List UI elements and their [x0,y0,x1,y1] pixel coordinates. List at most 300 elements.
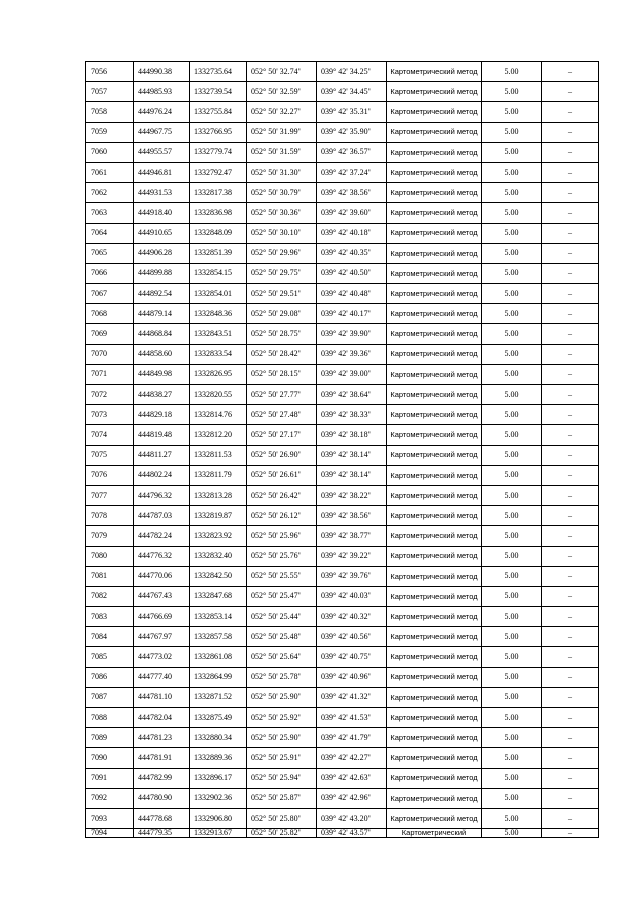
x-coordinate-cell: 444773.02 [134,647,190,667]
point-number-cell: 7091 [86,768,134,788]
longitude-cell: 039° 42' 40.35" [317,243,387,263]
accuracy-cell: 5.00 [482,667,542,687]
table-row [86,62,599,82]
table-row [86,607,599,627]
accuracy-cell: 5.00 [482,708,542,728]
longitude-cell: 039° 42' 38.77" [317,526,387,546]
latitude-cell: 052° 50' 27.17" [247,425,317,445]
method-cell: Картометрический метод [387,162,482,182]
method-cell: Картометрический метод [387,304,482,324]
method-cell: Картометрический метод [387,385,482,405]
note-cell: – [542,385,599,405]
note-cell: – [542,243,599,263]
accuracy-cell: 5.00 [482,405,542,425]
table-body [86,62,599,838]
note-cell: – [542,546,599,566]
y-coordinate-cell: 1332871.52 [190,687,247,707]
accuracy-cell: 5.00 [482,344,542,364]
table-row [86,526,599,546]
longitude-cell: 039° 42' 41.53" [317,708,387,728]
longitude-cell: 039° 42' 39.36" [317,344,387,364]
x-coordinate-cell: 444899.88 [134,263,190,283]
table-row [86,808,599,828]
y-coordinate-cell: 1332820.55 [190,385,247,405]
point-number-cell: 7071 [86,364,134,384]
note-cell: – [542,102,599,122]
longitude-cell: 039° 42' 39.00" [317,364,387,384]
method-cell: Картометрический метод [387,263,482,283]
longitude-cell: 039° 42' 39.76" [317,566,387,586]
latitude-cell: 052° 50' 25.92" [247,708,317,728]
latitude-cell: 052° 50' 25.90" [247,687,317,707]
y-coordinate-cell: 1332735.64 [190,62,247,82]
x-coordinate-cell: 444879.14 [134,304,190,324]
table-row [86,667,599,687]
y-coordinate-cell: 1332811.79 [190,465,247,485]
x-coordinate-cell: 444780.90 [134,788,190,808]
y-coordinate-cell: 1332792.47 [190,162,247,182]
table-row [86,405,599,425]
x-coordinate-cell: 444802.24 [134,465,190,485]
method-cell: Картометрический метод [387,445,482,465]
note-cell: – [542,203,599,223]
accuracy-cell: 5.00 [482,465,542,485]
latitude-cell: 052° 50' 31.30" [247,162,317,182]
latitude-cell: 052° 50' 25.47" [247,586,317,606]
y-coordinate-cell: 1332861.08 [190,647,247,667]
accuracy-cell: 5.00 [482,385,542,405]
accuracy-cell: 5.00 [482,223,542,243]
longitude-cell: 039° 42' 41.79" [317,728,387,748]
point-number-cell: 7089 [86,728,134,748]
y-coordinate-cell: 1332811.53 [190,445,247,465]
accuracy-cell: 5.00 [482,203,542,223]
latitude-cell: 052° 50' 31.99" [247,122,317,142]
table-row [86,485,599,505]
note-cell: – [542,263,599,283]
accuracy-cell: 5.00 [482,485,542,505]
point-number-cell: 7075 [86,445,134,465]
point-number-cell: 7086 [86,667,134,687]
x-coordinate-cell: 444776.32 [134,546,190,566]
accuracy-cell: 5.00 [482,506,542,526]
accuracy-cell: 5.00 [482,728,542,748]
method-cell: Картометрический метод [387,425,482,445]
y-coordinate-cell: 1332906.80 [190,808,247,828]
accuracy-cell: 5.00 [482,808,542,828]
table-row [86,506,599,526]
longitude-cell: 039° 42' 38.14" [317,465,387,485]
y-coordinate-cell: 1332836.98 [190,203,247,223]
x-coordinate-cell: 444868.84 [134,324,190,344]
latitude-cell: 052° 50' 25.80" [247,808,317,828]
table-row [86,324,599,344]
latitude-cell: 052° 50' 25.94" [247,768,317,788]
y-coordinate-cell: 1332864.99 [190,667,247,687]
method-cell: Картометрический метод [387,122,482,142]
method-cell: Картометрический метод [387,102,482,122]
latitude-cell: 052° 50' 27.48" [247,405,317,425]
x-coordinate-cell: 444778.68 [134,808,190,828]
latitude-cell: 052° 50' 25.48" [247,627,317,647]
method-cell: Картометрический метод [387,586,482,606]
method-cell: Картометрический [387,829,482,838]
accuracy-cell: 5.00 [482,607,542,627]
point-number-cell: 7083 [86,607,134,627]
point-number-cell: 7093 [86,808,134,828]
point-number-cell: 7079 [86,526,134,546]
x-coordinate-cell: 444918.40 [134,203,190,223]
point-number-cell: 7062 [86,183,134,203]
point-number-cell: 7074 [86,425,134,445]
longitude-cell: 039° 42' 40.56" [317,627,387,647]
x-coordinate-cell: 444770.06 [134,566,190,586]
accuracy-cell: 5.00 [482,304,542,324]
x-coordinate-cell: 444767.43 [134,586,190,606]
y-coordinate-cell: 1332854.15 [190,263,247,283]
accuracy-cell: 5.00 [482,445,542,465]
x-coordinate-cell: 444967.75 [134,122,190,142]
x-coordinate-cell: 444892.54 [134,284,190,304]
table-row [86,102,599,122]
y-coordinate-cell: 1332847.68 [190,586,247,606]
y-coordinate-cell: 1332812.20 [190,425,247,445]
table-row [86,284,599,304]
table-row [86,304,599,324]
y-coordinate-cell: 1332913.67 [190,829,247,838]
longitude-cell: 039° 42' 38.56" [317,183,387,203]
note-cell: – [542,183,599,203]
method-cell: Картометрический метод [387,223,482,243]
note-cell: – [542,627,599,647]
method-cell: Картометрический метод [387,284,482,304]
table-row [86,768,599,788]
table-row [86,647,599,667]
accuracy-cell: 5.00 [482,768,542,788]
note-cell: – [542,647,599,667]
point-number-cell: 7072 [86,385,134,405]
y-coordinate-cell: 1332779.74 [190,142,247,162]
latitude-cell: 052° 50' 30.36" [247,203,317,223]
note-cell: – [542,708,599,728]
y-coordinate-cell: 1332766.95 [190,122,247,142]
y-coordinate-cell: 1332854.01 [190,284,247,304]
point-number-cell: 7066 [86,263,134,283]
table-row [86,364,599,384]
accuracy-cell: 5.00 [482,284,542,304]
y-coordinate-cell: 1332823.92 [190,526,247,546]
latitude-cell: 052° 50' 32.59" [247,82,317,102]
x-coordinate-cell: 444782.04 [134,708,190,728]
method-cell: Картометрический метод [387,687,482,707]
y-coordinate-cell: 1332813.28 [190,485,247,505]
longitude-cell: 039° 42' 40.03" [317,586,387,606]
point-number-cell: 7076 [86,465,134,485]
point-number-cell: 7077 [86,485,134,505]
point-number-cell: 7088 [86,708,134,728]
table-row [86,183,599,203]
y-coordinate-cell: 1332739.54 [190,82,247,102]
table-row [86,465,599,485]
method-cell: Картометрический метод [387,566,482,586]
point-number-cell: 7057 [86,82,134,102]
point-number-cell: 7058 [86,102,134,122]
accuracy-cell: 5.00 [482,627,542,647]
latitude-cell: 052° 50' 29.96" [247,243,317,263]
method-cell: Картометрический метод [387,728,482,748]
accuracy-cell: 5.00 [482,122,542,142]
method-cell: Картометрический метод [387,647,482,667]
point-number-cell: 7060 [86,142,134,162]
latitude-cell: 052° 50' 26.42" [247,485,317,505]
coordinates-table [85,61,599,838]
table-row [86,263,599,283]
note-cell: – [542,808,599,828]
y-coordinate-cell: 1332814.76 [190,405,247,425]
longitude-cell: 039° 42' 38.14" [317,445,387,465]
longitude-cell: 039° 42' 39.60" [317,203,387,223]
x-coordinate-cell: 444858.60 [134,344,190,364]
x-coordinate-cell: 444946.81 [134,162,190,182]
y-coordinate-cell: 1332853.14 [190,607,247,627]
method-cell: Картометрический метод [387,405,482,425]
latitude-cell: 052° 50' 25.91" [247,748,317,768]
note-cell: – [542,667,599,687]
note-cell: – [542,445,599,465]
x-coordinate-cell: 444781.23 [134,728,190,748]
note-cell: – [542,304,599,324]
y-coordinate-cell: 1332902.36 [190,788,247,808]
x-coordinate-cell: 444931.53 [134,183,190,203]
x-coordinate-cell: 444796.32 [134,485,190,505]
longitude-cell: 039° 42' 38.33" [317,405,387,425]
latitude-cell: 052° 50' 26.90" [247,445,317,465]
longitude-cell: 039° 42' 40.75" [317,647,387,667]
x-coordinate-cell: 444781.91 [134,748,190,768]
point-number-cell: 7080 [86,546,134,566]
latitude-cell: 052° 50' 26.12" [247,506,317,526]
accuracy-cell: 5.00 [482,162,542,182]
point-number-cell: 7081 [86,566,134,586]
latitude-cell: 052° 50' 25.96" [247,526,317,546]
note-cell: – [542,62,599,82]
longitude-cell: 039° 42' 37.24" [317,162,387,182]
accuracy-cell: 5.00 [482,788,542,808]
y-coordinate-cell: 1332889.36 [190,748,247,768]
table-row [86,223,599,243]
note-cell: – [542,142,599,162]
accuracy-cell: 5.00 [482,62,542,82]
note-cell: – [542,425,599,445]
method-cell: Картометрический метод [387,465,482,485]
longitude-cell: 039° 42' 42.96" [317,788,387,808]
y-coordinate-cell: 1332848.09 [190,223,247,243]
x-coordinate-cell: 444767.97 [134,627,190,647]
longitude-cell: 039° 42' 38.22" [317,485,387,505]
latitude-cell: 052° 50' 27.77" [247,385,317,405]
y-coordinate-cell: 1332832.40 [190,546,247,566]
x-coordinate-cell: 444779.35 [134,829,190,838]
longitude-cell: 039° 42' 34.45" [317,82,387,102]
table-row [86,142,599,162]
accuracy-cell: 5.00 [482,546,542,566]
latitude-cell: 052° 50' 29.51" [247,284,317,304]
note-cell: – [542,405,599,425]
accuracy-cell: 5.00 [482,566,542,586]
table-row [86,566,599,586]
latitude-cell: 052° 50' 32.74" [247,62,317,82]
point-number-cell: 7094 [86,829,134,838]
table-row [86,344,599,364]
method-cell: Картометрический метод [387,344,482,364]
longitude-cell: 039° 42' 42.63" [317,768,387,788]
accuracy-cell: 5.00 [482,82,542,102]
x-coordinate-cell: 444910.65 [134,223,190,243]
x-coordinate-cell: 444976.24 [134,102,190,122]
point-number-cell: 7087 [86,687,134,707]
method-cell: Картометрический метод [387,546,482,566]
latitude-cell: 052° 50' 25.44" [247,607,317,627]
latitude-cell: 052° 50' 31.59" [247,142,317,162]
accuracy-cell: 5.00 [482,263,542,283]
longitude-cell: 039° 42' 39.22" [317,546,387,566]
accuracy-cell: 5.00 [482,526,542,546]
x-coordinate-cell: 444838.27 [134,385,190,405]
longitude-cell: 039° 42' 36.57" [317,142,387,162]
longitude-cell: 039° 42' 35.31" [317,102,387,122]
method-cell: Картометрический метод [387,142,482,162]
table-row [86,385,599,405]
accuracy-cell: 5.00 [482,142,542,162]
x-coordinate-cell: 444782.24 [134,526,190,546]
point-number-cell: 7068 [86,304,134,324]
accuracy-cell: 5.00 [482,364,542,384]
point-number-cell: 7070 [86,344,134,364]
accuracy-cell: 5.00 [482,829,542,838]
y-coordinate-cell: 1332843.51 [190,324,247,344]
point-number-cell: 7065 [86,243,134,263]
note-cell: – [542,829,599,838]
note-cell: – [542,364,599,384]
accuracy-cell: 5.00 [482,748,542,768]
method-cell: Картометрический метод [387,808,482,828]
longitude-cell: 039° 42' 41.32" [317,687,387,707]
accuracy-cell: 5.00 [482,183,542,203]
point-number-cell: 7059 [86,122,134,142]
point-number-cell: 7064 [86,223,134,243]
note-cell: – [542,768,599,788]
table-row [86,708,599,728]
y-coordinate-cell: 1332896.17 [190,768,247,788]
table-row [86,728,599,748]
note-cell: – [542,748,599,768]
point-number-cell: 7092 [86,788,134,808]
x-coordinate-cell: 444849.98 [134,364,190,384]
y-coordinate-cell: 1332857.58 [190,627,247,647]
longitude-cell: 039° 42' 39.90" [317,324,387,344]
note-cell: – [542,586,599,606]
table-row [86,788,599,808]
table-row [86,627,599,647]
latitude-cell: 052° 50' 29.08" [247,304,317,324]
table-row [86,425,599,445]
accuracy-cell: 5.00 [482,647,542,667]
latitude-cell: 052° 50' 26.61" [247,465,317,485]
longitude-cell: 039° 42' 40.50" [317,263,387,283]
x-coordinate-cell: 444766.69 [134,607,190,627]
y-coordinate-cell: 1332819.87 [190,506,247,526]
method-cell: Картометрический метод [387,768,482,788]
accuracy-cell: 5.00 [482,102,542,122]
latitude-cell: 052° 50' 28.42" [247,344,317,364]
accuracy-cell: 5.00 [482,324,542,344]
latitude-cell: 052° 50' 28.15" [247,364,317,384]
y-coordinate-cell: 1332875.49 [190,708,247,728]
table-row [86,162,599,182]
x-coordinate-cell: 444955.57 [134,142,190,162]
note-cell: – [542,465,599,485]
method-cell: Картометрический метод [387,243,482,263]
note-cell: – [542,728,599,748]
longitude-cell: 039° 42' 38.64" [317,385,387,405]
table-row [86,445,599,465]
longitude-cell: 039° 42' 34.25" [317,62,387,82]
latitude-cell: 052° 50' 25.78" [247,667,317,687]
longitude-cell: 039° 42' 40.48" [317,284,387,304]
method-cell: Картометрический метод [387,667,482,687]
method-cell: Картометрический метод [387,183,482,203]
y-coordinate-cell: 1332826.95 [190,364,247,384]
latitude-cell: 052° 50' 25.64" [247,647,317,667]
x-coordinate-cell: 444906.28 [134,243,190,263]
method-cell: Картометрический метод [387,82,482,102]
note-cell: – [542,162,599,182]
table-row [86,748,599,768]
longitude-cell: 039° 42' 43.57" [317,829,387,838]
y-coordinate-cell: 1332833.54 [190,344,247,364]
accuracy-cell: 5.00 [482,425,542,445]
accuracy-cell: 5.00 [482,687,542,707]
method-cell: Картометрический метод [387,526,482,546]
method-cell: Картометрический метод [387,324,482,344]
x-coordinate-cell: 444811.27 [134,445,190,465]
note-cell: – [542,82,599,102]
x-coordinate-cell: 444819.48 [134,425,190,445]
y-coordinate-cell: 1332848.36 [190,304,247,324]
point-number-cell: 7063 [86,203,134,223]
latitude-cell: 052° 50' 28.75" [247,324,317,344]
point-number-cell: 7090 [86,748,134,768]
longitude-cell: 039° 42' 38.56" [317,506,387,526]
longitude-cell: 039° 42' 40.17" [317,304,387,324]
note-cell: – [542,687,599,707]
table-row [86,829,599,838]
point-number-cell: 7085 [86,647,134,667]
longitude-cell: 039° 42' 38.18" [317,425,387,445]
latitude-cell: 052° 50' 30.79" [247,183,317,203]
note-cell: – [542,506,599,526]
x-coordinate-cell: 444787.03 [134,506,190,526]
latitude-cell: 052° 50' 30.10" [247,223,317,243]
note-cell: – [542,324,599,344]
point-number-cell: 7056 [86,62,134,82]
note-cell: – [542,223,599,243]
latitude-cell: 052° 50' 25.55" [247,566,317,586]
point-number-cell: 7061 [86,162,134,182]
method-cell: Картометрический метод [387,788,482,808]
method-cell: Картометрический метод [387,62,482,82]
x-coordinate-cell: 444985.93 [134,82,190,102]
